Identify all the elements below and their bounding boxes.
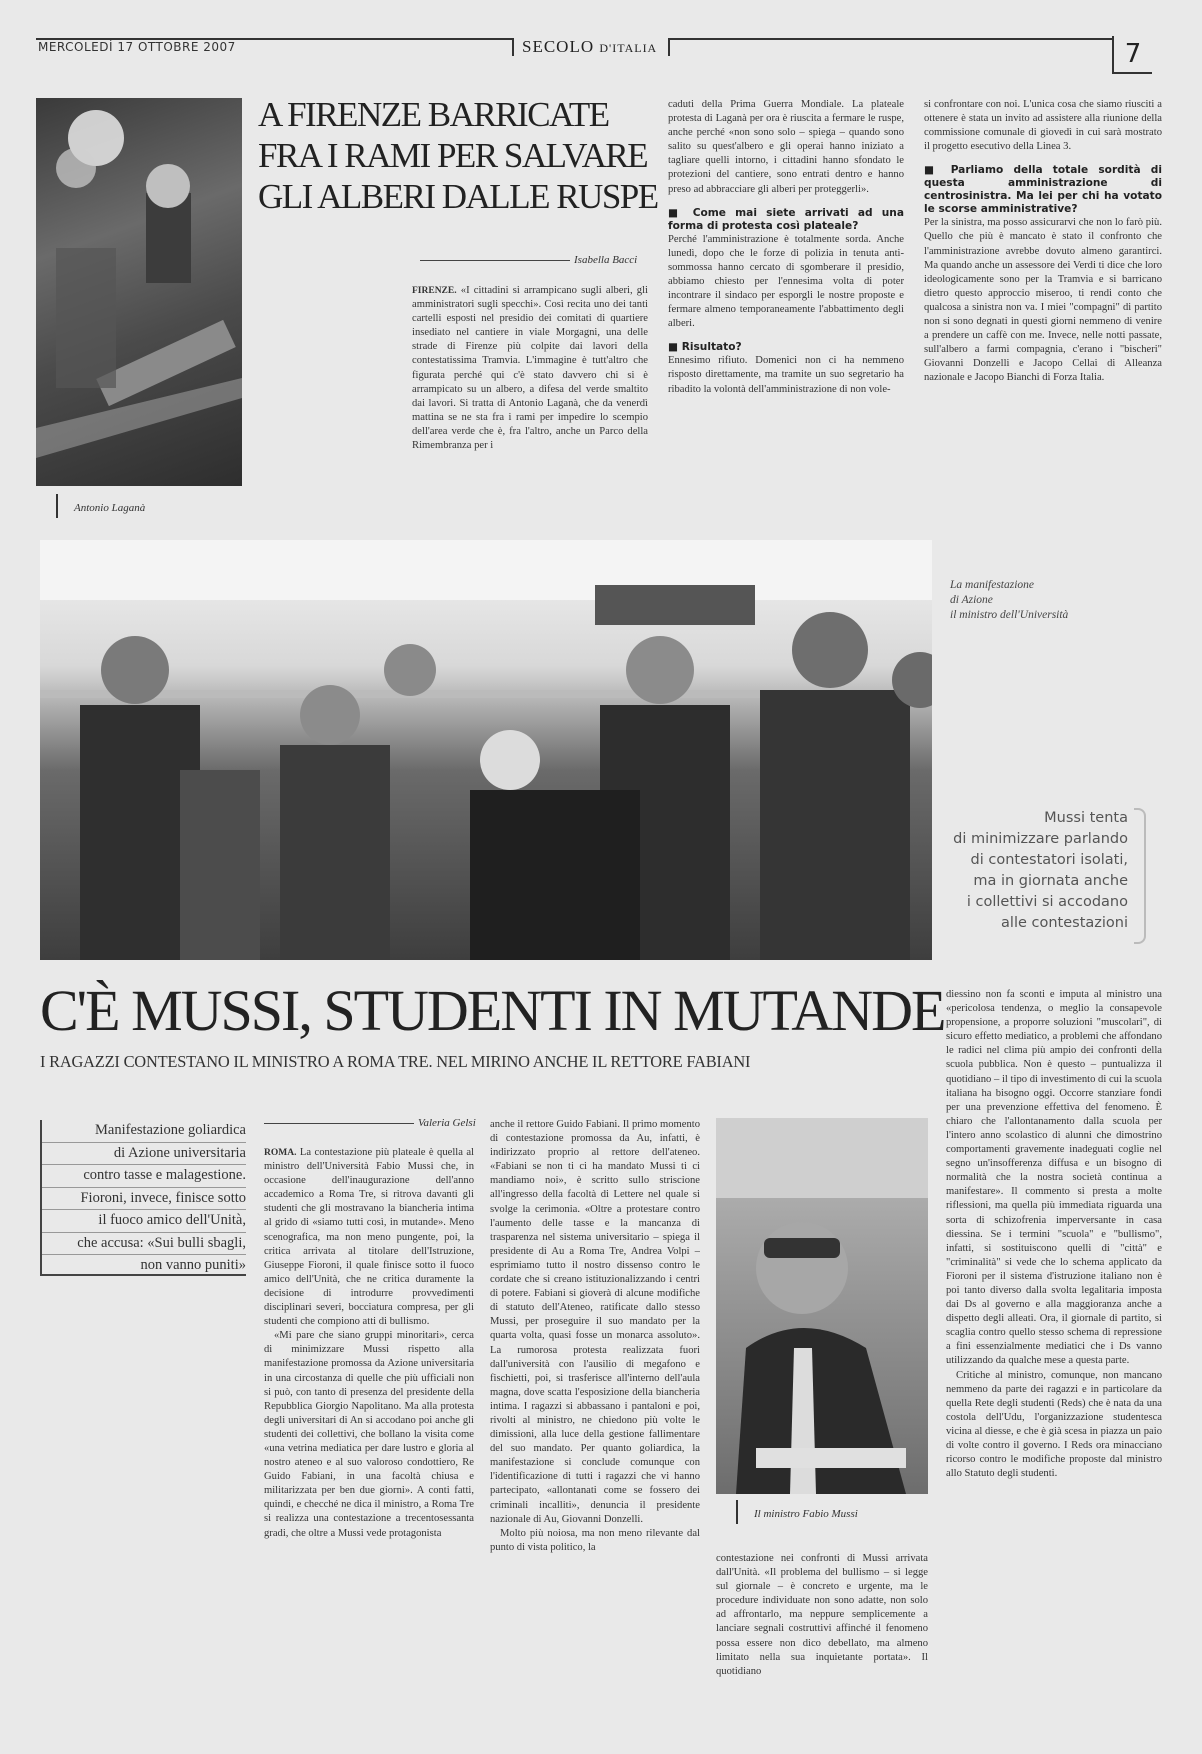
article2-col3-bottom — [716, 1552, 928, 1738]
article2-col2-end: Molto più noiosa, ma non meno rilevante dal punto di vista politico, la — [490, 1527, 700, 1553]
header-rule-left — [36, 38, 514, 40]
article1-answer1: Perché l'amministrazione è totalmente sorda. Anche lunedì, dopo che le forze di polizia in tenuta anti-sommossa hanno cercato di sgomberare il presidio, abbiamo chiesto per l'ennesima volta di poter incontrare il sindaco per esporgli le nostre proposte e fermare almeno temporaneamente l'abbattimento degli alberi. — [668, 233, 904, 330]
header-divider-left — [512, 38, 514, 56]
page-number: 7 — [1124, 39, 1142, 69]
masthead-main: SECOLO — [522, 37, 595, 56]
article2-col1 — [264, 1146, 474, 1738]
article2-col4-text: diessino non fa sconti e imputa al ministro una «pericolosa tendenza, o meglio la consapevole propensione, a proporre soluzioni "muscolari", di sicuro effetto mediatico, a problemi che affondano le radici nel clima più ampio dei confronti della scuola pubblica. Non è questo – puntualizza il quotidiano – il tipo di investimento di cui la scuola italiana ha bisogno oggi. Occorre stanziare fondi per una prevenzione effettiva del fenomeno. È chiaro che l'allontanamento dalla scuola per l'intero anno scolastico di alunni che dimostrino comportamenti gravemente inadeguati coglie nel segno un'insofferenza diffusa e un bisogno di normalità che la nostra società continua a manifestare». Il commento si presta a molte riflessioni, ma quella più immediata riguarda una sorta di schizofrenia imperversante in casa diessina. Se i termini "scuola" e "bullismo", infatti, si sostituiscono quelli di "città" e "criminalità" si vede che lo schema applicato da Fioroni per il sistema d'istruzione italiano non è poi tanto diverso dalla svolta legalitaria imposta dai Ds al governo e alla maggioranza anche a dispetto degli alleati. Ora, il giornale di partito, si scaglia contro quello stesso schema di repressione a fini essenzialmente mediatici che i Ds vanno utilizzando da qualche mese a questa parte. — [946, 989, 1162, 1367]
mussi-photo-caption: Il ministro Fabio Mussi — [754, 1508, 858, 1520]
sidebar-line2: di Azione universitaria — [42, 1143, 246, 1166]
article2-col4 — [946, 988, 1162, 1740]
masthead — [522, 37, 657, 57]
article2-headline: C'È MUSSI, STUDENTI IN MUTANDE — [40, 978, 945, 1043]
sidebar-line3: contro tasse e malagestione. — [42, 1165, 246, 1188]
article1-headline-line1: A FIRENZE BARRICATE — [258, 95, 609, 134]
article2-col1a-text: La contestazione più plateale è quella al ministro dell'Università Fabio Mussi che, in occasione dell'inaugurazione dell'anno accademico a Roma Tre, si ritrova davanti gli studenti che gli mostravano la biancheria intima al grido di «siamo tutti così, in mutande». Meno scenografica, ma non meno pungente, poi, la critica arrivata al titolare dell'Istruzione, Giuseppe Fioroni, il quale finisce sotto il fuoco amico dell'Unità, che ne critica duramente la decisione di introdurre provvedimenti disciplinari severi, bocciatura compresa, per gli studenti che compiono atti di bullismo. — [264, 1147, 474, 1328]
sidebar-line1: Manifestazione goliardica — [42, 1120, 246, 1143]
main-photo-caption-line2: di Azione — [950, 594, 993, 606]
sidebar-line4: Fioroni, invece, finisce sotto — [42, 1188, 246, 1211]
main-photo-caption-line3: il ministro dell'Università — [950, 609, 1069, 621]
sidebar-line6: che accusa: «Sui bulli sbagli, — [42, 1233, 246, 1256]
sidebar-line7: non vanno puniti» — [140, 1257, 246, 1273]
tree-photo-caption: Antonio Laganà — [74, 502, 146, 514]
article1-headline — [258, 94, 658, 217]
article1-answer2: Ennesimo rifiuto. Domenici non ci ha nemmeno risposto direttamente, ma tramite un suo segretario ha ribadito la volontà dell'amministrazione di non vole- — [668, 355, 904, 395]
header-date: MERCOLEDÌ 17 OTTOBRE 2007 — [38, 40, 236, 54]
pullquote-line5: i collettivi si accodano — [966, 894, 1128, 910]
mussi-caption-rule — [736, 1500, 738, 1524]
article2-subheadline: I RAGAZZI CONTESTANO IL MINISTRO A ROMA TRE. NEL MIRINO ANCHE IL RETTORE FABIANI — [40, 1052, 751, 1071]
students-protest-photo — [40, 540, 932, 960]
photo-caption-rule — [56, 494, 58, 518]
main-photo-caption-line1: La manifestazione — [950, 579, 1035, 591]
article1-col2 — [668, 98, 904, 512]
article2-sidebar — [40, 1120, 246, 1276]
pullquote-line2: di minimizzare parlando — [953, 831, 1128, 847]
tree-protest-image — [36, 98, 242, 486]
header-rule-right — [670, 38, 1112, 40]
pullquote-line3: di contestatori isolati, — [970, 852, 1128, 868]
pullquote-line1: Mussi tenta — [1044, 810, 1128, 826]
article1-col2-intro: caduti della Prima Guerra Mondiale. La plateale protesta di Laganà per ora è riuscita a fermare le ruspe, anche perché «non sono solo – spiega – quando sono salito su quest'albero e gli operai hanno iniziato a tagliare quelli intorno, i cittadini hanno sfondato le protezioni del cantiere, sono entrati dentro e hanno preso ad abbracciare gli alberi per proteggerli». — [668, 99, 904, 195]
sidebar-line5: il fuoco amico dell'Unità, — [42, 1210, 246, 1233]
article2-col2 — [490, 1118, 700, 1738]
article2-col3-text: contestazione nei confronti di Mussi arrivata dall'Unità. «Il problema del bullismo – si legge sul giornale – è concreto e urgente, ma le procedure individuate non sono adatte, non solo ad affrontarlo, ma neppure semplicemente a lanciare segnali costruttivi affinché il fenomeno possa essere non dico debellato, ma almeno limitato nella sua inquietante portata». Il quotidiano — [716, 1553, 928, 1677]
article1-dateline: FIRENZE. — [412, 286, 457, 296]
article1-col3 — [924, 98, 1162, 512]
article1-question3: ■ Parliamo della totale sordità di questa amministrazione di centrosinistra. Ma lei per chi ha votato le scorse amministrative? — [924, 164, 1162, 216]
article1-question1: ■ Come mai siete arrivati ad una forma di protesta così plateale? — [668, 206, 904, 232]
header-divider-right — [668, 38, 670, 56]
article2-byline: Valeria Gelsi — [264, 1117, 476, 1129]
article1-answer3: Per la sinistra, ma posso assicurarvi che non lo farò più. Quello che più è mancato è stato il confronto che l'amministrazione avrebbe dovuto almeno garantirci. Ma quando anche un assessore dei Verdi ti dice che loro ideologicamente sono per la Tramvia e si barricano dietro questo approccio miseroo, ti rendi conto che qualcosa a sinistra non va. I miei "compagni" di partito non si sono degnati in questi giorni nemmeno di venire a prendere un caffè con me. Invece, nelle notti passate, sull'albero a farmi compagnia, c'erano i "bischeri" Giovanni Donzelli e Jacopo Cellai di Alleanza nazionale e Jacopo Bianchi di Forza Italia. — [924, 217, 1162, 384]
pullquote-line4: ma in giornata anche — [973, 873, 1128, 889]
pullquote — [900, 808, 1128, 934]
students-protest-image — [40, 540, 932, 960]
mussi-image — [716, 1118, 928, 1494]
article1-headline-line2: FRA I RAMI PER SALVARE — [258, 136, 648, 175]
page-number-box — [1112, 36, 1152, 74]
article1-col1-text: «I cittadini si arrampicano sugli alberi, gli amministratori sugli specchi». Così recita uno dei tanti cartelli esposti nel presidio dei comitati di quartiere insediato nel cantiere in viale Morgagni, una delle strade di Firenze più colpite dai lavori della contestatissima Tramvia. L'immagine è tutt'altro che figurata perché qui c'è stato davvero chi si è arrampicato su un albero, a difesa del verde smaltito dai lavori. Si tratta di Antonio Laganà, che da venerdì mattina se ne sta fra i rami per impedire lo scempio dell'area verde che è, fra l'altro, anche un Parco della Rimembranza per i — [412, 285, 648, 452]
article2-col2-text: anche il rettore Guido Fabiani. Il primo momento di contestazione promossa da Au, infatti, è indirizzato proprio al rettore dell'ateneo. «Fabiani se non ti ci ha mandato Mussi ti ci mandiamo noi», è scritto sullo striscione all'ingresso della facoltà di Lettere nel quale si svolge la cerimonia. «Oltre a protestare contro l'aumento delle tasse e la mancanza di trasparenza nel sistema universitario – spiega il presidente di Au a Roma Tre, Andrea Volpi – esprimiamo tutto il nostro dissenso contro le cordate che si creano istituzionalizzando i centri di potere. Fabiani si gioverà di alcune modifiche di statuto dell'Ateneo, ratificate dallo stesso Mussi, per proseguire il suo mandato per la quarta volta, quasi fosse un monarca assoluto». La rumorosa protesta realizzata fuori dall'università con l'ausilio di megafono e fischietti, poi, si trasferisce all'interno dell'aula magna, dove scatta l'esposizione della biancheria intima. I ragazzi si abbassano i pantaloni e poi, rivolti al ministro, ne chiedono più volte le dimissioni, alla luce della gestione fallimentare del suo mandato. Per quanto goliardica, la manifestazione si conclude comunque con l'identificazione di tutti i ragazzi che vi hanno partecipato, «allontanati come se fossero dei criminali incalliti», denuncia il presidente nazionale di Au, Giovanni Donzelli. — [490, 1119, 700, 1525]
mussi-photo — [716, 1118, 928, 1494]
main-photo-caption — [950, 578, 1068, 623]
article1-byline: Isabella Bacci — [420, 254, 637, 266]
masthead-sub: D'ITALIA — [599, 41, 658, 55]
pullquote-line6: alle contestazioni — [1001, 915, 1128, 931]
pullquote-bracket — [1134, 808, 1146, 944]
article1-headline-line3: GLI ALBERI DALLE RUSPE — [258, 177, 658, 216]
article2-col4b-text: Critiche al ministro, comunque, non mancano nemmeno da parte dei ragazzi e in particolare da quella Rete degli studenti (Reds) che è nata da una costola dell'Udu, l'organizzazione studentesca vicina al diesse, e che è già scesa in piazza un paio di volte contro il governo. I Reds ora minacciano ricorso contro le modifiche proposte dal ministro allo Statuto degli studenti. — [946, 1369, 1162, 1480]
article1-question2: ■ Risultato? — [668, 341, 742, 354]
article1-col3-intro: si confrontare con noi. L'unica cosa che siamo riusciti a ottenere è stata un invito ad assistere alla riunione della commissione comunale di giovedì in cui sarà mostrato il progetto esecutivo della Linea 3. — [924, 99, 1162, 153]
tree-protest-photo — [36, 98, 242, 486]
article1-col1 — [412, 284, 648, 512]
article2-col1b-text: «Mi pare che siano gruppi minoritari», cerca di minimizzare Mussi rispetto alla manifestazione promossa da Azione universitaria in una circostanza di quelle che più ufficiali non si può, con tanto di presenza del presidente della Repubblica Giorgio Napolitano. Ma alla protesta degli universitari di An si accodano poi anche gli studenti dei collettivi, che bollano la visita come «una vetrina mediatica per dare lustro e gloria al nostro ateneo e al suo valoroso condottiero, Re Guido Fabiani, in una facoltà chiusa e militarizzata per ben due giorni». A conti fatti, quindi, e checché ne dica il ministro, a Roma Tre si realizza una contestazione a trecentosessanta gradi, che oltre a Mussi vede protagonista — [264, 1330, 474, 1539]
article2-dateline: ROMA. — [264, 1148, 297, 1158]
